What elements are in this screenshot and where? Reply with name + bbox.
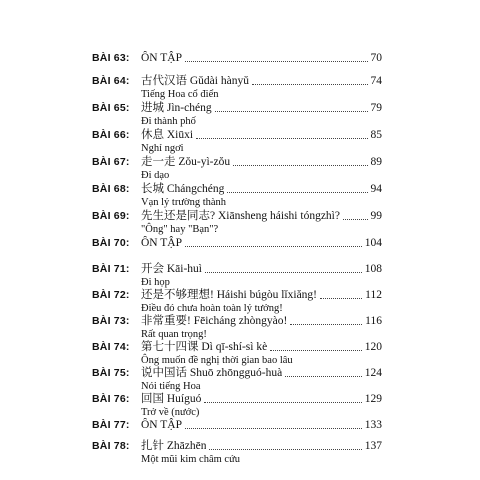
toc-entry (0, 418, 480, 432)
page-number: 99 (370, 210, 382, 222)
page-number: 94 (370, 183, 382, 195)
lesson-title: 开会 Kāi-huì (141, 263, 203, 275)
toc-entry-line (0, 439, 480, 453)
lesson-number: BÀI 65: (92, 102, 130, 114)
toc-entry (0, 74, 480, 100)
lesson-number: BÀI 68: (92, 183, 130, 195)
lesson-subtitle: Tiếng Hoa cổ điển (141, 89, 219, 100)
page-number: 112 (365, 289, 382, 301)
toc-entry (0, 101, 480, 127)
lesson-subtitle: Điều đó chưa hoàn toàn lý tưởng! (141, 303, 283, 314)
lesson-title: 进城 Jìn-chéng (141, 102, 212, 114)
dot-leader (343, 219, 368, 220)
toc-entry (0, 288, 480, 314)
toc-entry-line (0, 366, 480, 380)
lesson-subtitle: Ông muốn đề nghị thời gian bao lâu (141, 355, 293, 366)
lesson-subtitle: Vạn lý trường thành (141, 197, 227, 208)
lesson-title: 休息 Xiūxi (141, 129, 194, 141)
toc-entry-line (0, 392, 480, 406)
lesson-number: BÀI 75: (92, 367, 130, 379)
page-number: 79 (370, 102, 382, 114)
lesson-number: BÀI 76: (92, 393, 130, 405)
lesson-title: 说中国话 Shuō zhōngguó-huà (141, 367, 283, 379)
toc-entry-line (0, 74, 480, 88)
toc-entry-line (0, 128, 480, 142)
toc-entry (0, 314, 480, 340)
dot-leader (285, 376, 362, 377)
toc-entry (0, 340, 480, 366)
lesson-number: BÀI 71: (92, 263, 130, 275)
lesson-title: ÔN TẬP (141, 52, 183, 64)
lesson-title: 古代汉语 Gŭdài hànyŭ (141, 75, 249, 87)
lesson-subtitle: Đi thành phố (141, 116, 196, 127)
toc-entry (0, 209, 480, 235)
lesson-subtitle: Nghỉ ngơi (141, 143, 184, 154)
lesson-number: BÀI 70: (92, 237, 130, 249)
lesson-number: BÀI 74: (92, 341, 130, 353)
lesson-number: BÀI 67: (92, 156, 130, 168)
toc-entry (0, 51, 480, 65)
dot-leader (185, 428, 362, 429)
page-number: 133 (364, 419, 382, 431)
toc-entry-line (0, 182, 480, 196)
toc-entry-line (0, 155, 480, 169)
toc-entry-line (0, 51, 480, 65)
toc-entry (0, 262, 480, 288)
lesson-number: BÀI 64: (92, 75, 130, 87)
lesson-number: BÀI 72: (92, 289, 130, 301)
dot-leader (290, 324, 362, 325)
lesson-title: 长城 Chángchéng (141, 183, 225, 195)
page-number: 108 (364, 263, 382, 275)
page-number: 124 (364, 367, 382, 379)
lesson-title: 先生还是同志? Xiānsheng háishi tóngzhì? (141, 210, 340, 222)
toc-entry-line (0, 236, 480, 250)
lesson-number: BÀI 69: (92, 210, 130, 222)
lesson-title: 走一走 Zŏu-yì-zŏu (141, 156, 231, 168)
page-number: 89 (370, 156, 382, 168)
toc-entry (0, 155, 480, 181)
lesson-number: BÀI 78: (92, 440, 130, 452)
lesson-title: 扎针 Zhāzhēn (141, 440, 207, 452)
dot-leader (205, 272, 362, 273)
toc-entry-line (0, 314, 480, 328)
toc-entry-line (0, 209, 480, 223)
lesson-subtitle: Một mũi kim châm cứu (141, 454, 241, 465)
lesson-subtitle: Trở về (nước) (141, 407, 200, 418)
toc-entry-line (0, 262, 480, 276)
page-number: 70 (370, 52, 382, 64)
page-number: 116 (365, 315, 382, 327)
toc-entry-line (0, 101, 480, 115)
toc-entry (0, 182, 480, 208)
lesson-number: BÀI 66: (92, 129, 130, 141)
lesson-number: BÀI 63: (92, 52, 130, 64)
page-number: 104 (364, 237, 382, 249)
toc-entry (0, 236, 480, 250)
toc-entry-line (0, 340, 480, 354)
toc-entry-line (0, 418, 480, 432)
dot-leader (185, 61, 368, 62)
dot-leader (270, 350, 362, 351)
lesson-subtitle: Rất quan trọng! (141, 329, 207, 340)
lesson-title: ÔN TẬP (141, 237, 183, 249)
lesson-title: 还是不够理想! Háishi búgòu lĭxiăng! (141, 289, 317, 301)
dot-leader (185, 246, 362, 247)
lesson-title: 第七十四课 Dì qī-shí-sì kè (141, 341, 268, 353)
toc-entry (0, 439, 480, 465)
dot-leader (215, 111, 368, 112)
lesson-title: 回国 Huíguó (141, 393, 202, 405)
lesson-number: BÀI 77: (92, 419, 130, 431)
dot-leader (209, 449, 362, 450)
dot-leader (204, 402, 362, 403)
lesson-title: 非常重要! Fēicháng zhòngyào! (141, 315, 288, 327)
page-number: 120 (364, 341, 382, 353)
lesson-number: BÀI 73: (92, 315, 130, 327)
dot-leader (233, 165, 368, 166)
page-number: 137 (364, 440, 382, 452)
toc-entry (0, 128, 480, 154)
toc-entry (0, 392, 480, 418)
dot-leader (227, 192, 368, 193)
lesson-subtitle: Nói tiếng Hoa (141, 381, 201, 392)
page-number: 74 (370, 75, 382, 87)
toc-entry-line (0, 288, 480, 302)
lesson-subtitle: "Ông" hay "Bạn"? (141, 224, 219, 235)
lesson-title: ÔN TẬP (141, 419, 183, 431)
toc-entry (0, 366, 480, 392)
dot-leader (196, 138, 368, 139)
lesson-subtitle: Đi dạo (141, 170, 170, 181)
dot-leader (320, 298, 362, 299)
lesson-subtitle: Đi họp (141, 277, 170, 288)
dot-leader (252, 84, 368, 85)
page-number: 129 (364, 393, 382, 405)
page-number: 85 (370, 129, 382, 141)
